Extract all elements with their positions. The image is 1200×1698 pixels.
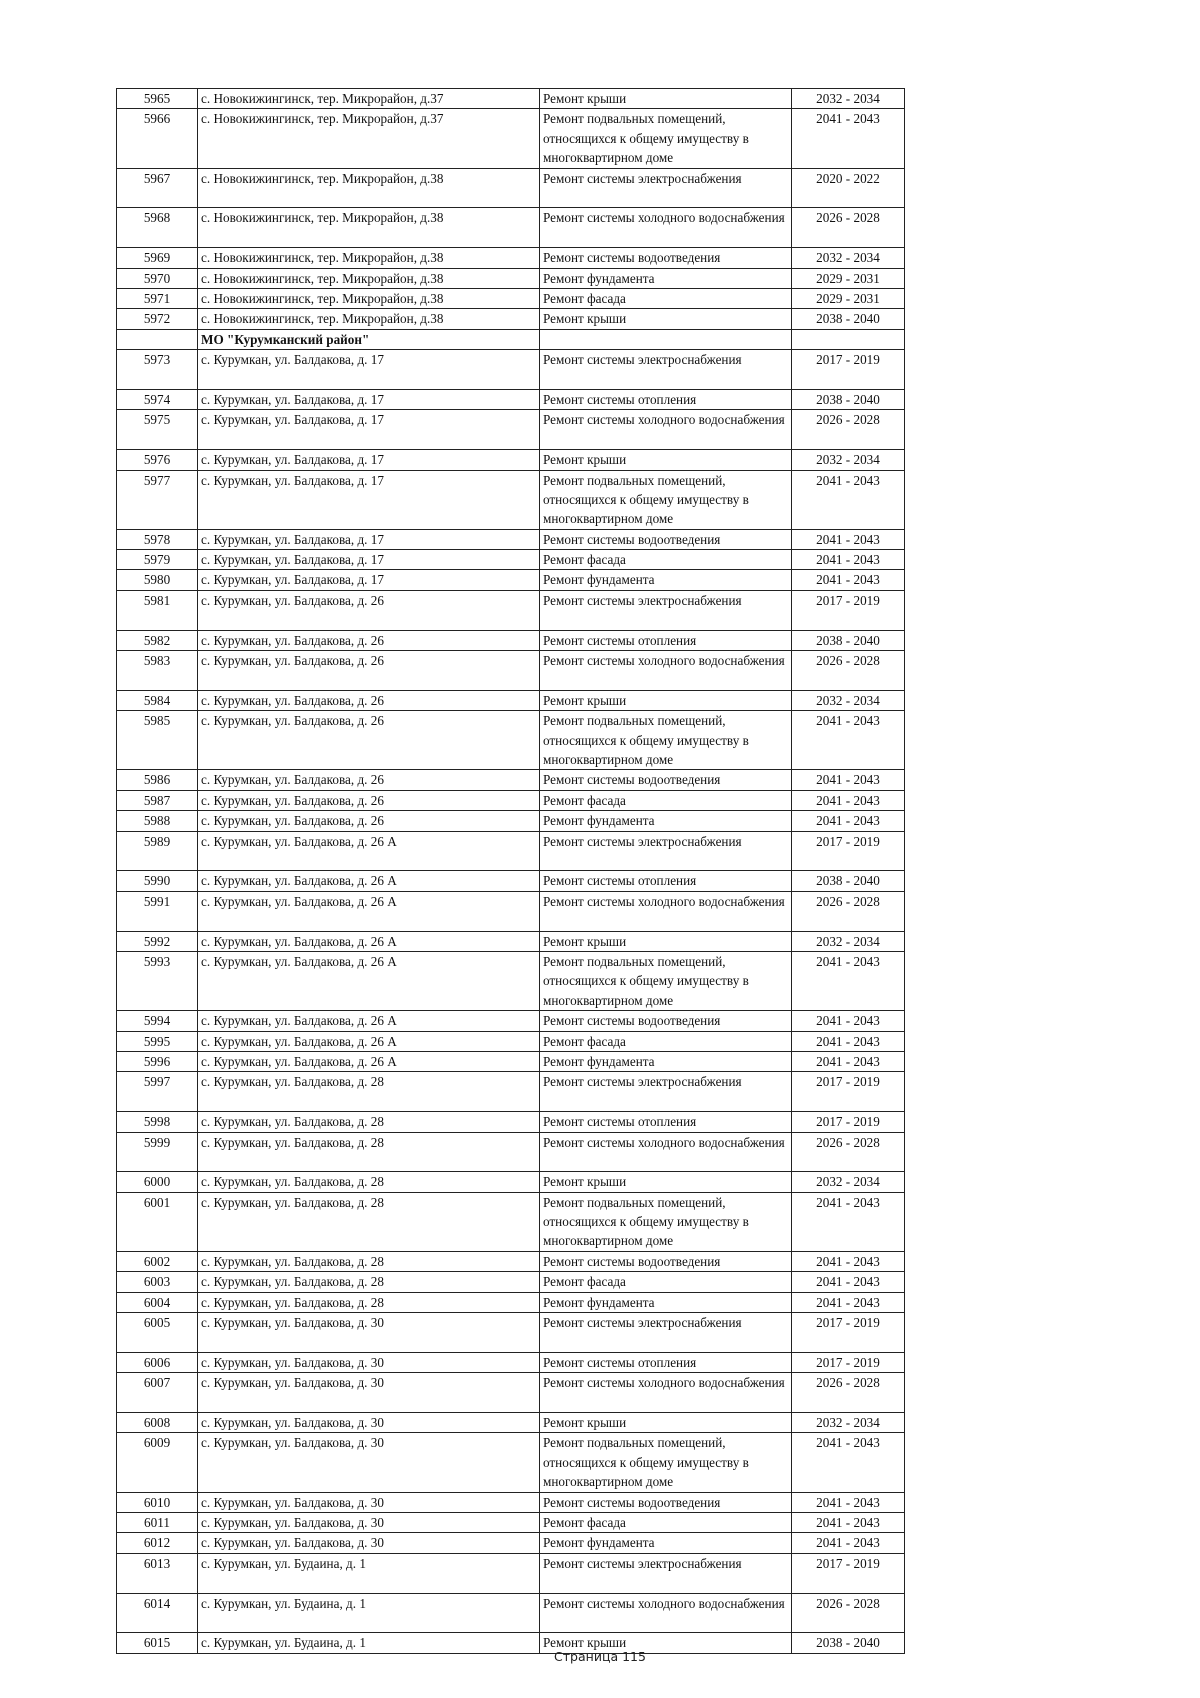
row-period: 2038 - 2040 — [792, 389, 905, 409]
row-work-type: Ремонт системы водоотведения — [540, 770, 792, 790]
row-address: с. Курумкан, ул. Балдакова, д. 17 — [198, 550, 540, 570]
row-address: с. Курумкан, ул. Балдакова, д. 28 — [198, 1272, 540, 1292]
row-address: с. Курумкан, ул. Будаина, д. 1 — [198, 1553, 540, 1593]
table-row — [117, 570, 905, 590]
row-work-type: Ремонт крыши — [540, 690, 792, 710]
table-row — [117, 1373, 905, 1413]
row-number: 5984 — [117, 690, 198, 710]
row-number: 6001 — [117, 1192, 198, 1251]
table-row — [117, 550, 905, 570]
row-number: 6002 — [117, 1251, 198, 1271]
row-address: с. Курумкан, ул. Балдакова, д. 30 — [198, 1513, 540, 1533]
row-address: с. Курумкан, ул. Балдакова, д. 17 — [198, 570, 540, 590]
row-number: 6012 — [117, 1533, 198, 1553]
row-work-type: Ремонт системы электроснабжения — [540, 831, 792, 871]
row-work-type: Ремонт системы холодного водоснабжения — [540, 1593, 792, 1633]
row-work-type: Ремонт системы водоотведения — [540, 529, 792, 549]
row-number: 5988 — [117, 811, 198, 831]
row-period: 2038 - 2040 — [792, 309, 905, 329]
row-work-type: Ремонт подвальных помещений, относящихся к общему имуществу в многоквартирном доме — [540, 1433, 792, 1492]
row-number: 6008 — [117, 1413, 198, 1433]
row-address: с. Курумкан, ул. Балдакова, д. 28 — [198, 1132, 540, 1172]
row-work-type: Ремонт фундамента — [540, 1533, 792, 1553]
row-number: 5979 — [117, 550, 198, 570]
table-row — [117, 1533, 905, 1553]
table-row — [117, 1132, 905, 1172]
table-row — [117, 288, 905, 308]
row-period: 2026 - 2028 — [792, 1593, 905, 1633]
table-row — [117, 168, 905, 208]
table-row — [117, 109, 905, 168]
row-address: с. Курумкан, ул. Балдакова, д. 28 — [198, 1251, 540, 1271]
row-address: с. Курумкан, ул. Балдакова, д. 30 — [198, 1413, 540, 1433]
row-number: 5977 — [117, 470, 198, 529]
row-work-type: Ремонт фасада — [540, 1513, 792, 1533]
table-row — [117, 1172, 905, 1192]
row-address: с. Новокижингинск, тер. Микрорайон, д.38 — [198, 168, 540, 208]
row-number: 5993 — [117, 951, 198, 1010]
table-row — [117, 89, 905, 109]
row-number: 5987 — [117, 790, 198, 810]
row-number: 5966 — [117, 109, 198, 168]
row-period: 2041 - 2043 — [792, 529, 905, 549]
row-address: с. Курумкан, ул. Балдакова, д. 28 — [198, 1112, 540, 1132]
row-address: с. Курумкан, ул. Балдакова, д. 26 А — [198, 931, 540, 951]
table-row — [117, 1192, 905, 1251]
row-period: 2041 - 2043 — [792, 1272, 905, 1292]
row-work-type: Ремонт системы электроснабжения — [540, 1313, 792, 1353]
row-number: 6015 — [117, 1633, 198, 1653]
row-period: 2041 - 2043 — [792, 1433, 905, 1492]
table-row — [117, 951, 905, 1010]
row-period: 2020 - 2022 — [792, 168, 905, 208]
row-address: с. Курумкан, ул. Балдакова, д. 30 — [198, 1433, 540, 1492]
row-number: 5967 — [117, 168, 198, 208]
row-period: 2041 - 2043 — [792, 1251, 905, 1271]
row-work-type: Ремонт системы водоотведения — [540, 1251, 792, 1271]
row-work-type: Ремонт системы холодного водоснабжения — [540, 1373, 792, 1413]
row-period: 2041 - 2043 — [792, 1031, 905, 1051]
row-number: 5995 — [117, 1031, 198, 1051]
row-number: 5990 — [117, 871, 198, 891]
row-period: 2017 - 2019 — [792, 1352, 905, 1372]
row-work-type: Ремонт подвальных помещений, относящихся к общему имуществу в многоквартирном доме — [540, 1192, 792, 1251]
row-address: с. Курумкан, ул. Балдакова, д. 26 — [198, 811, 540, 831]
row-number: 5985 — [117, 711, 198, 770]
row-number: 5991 — [117, 891, 198, 931]
row-work-type: Ремонт фундамента — [540, 1292, 792, 1312]
row-work-type: Ремонт фундамента — [540, 1051, 792, 1071]
row-work-type: Ремонт крыши — [540, 1172, 792, 1192]
row-number: 5989 — [117, 831, 198, 871]
row-work-type: Ремонт системы отопления — [540, 1352, 792, 1372]
row-period: 2026 - 2028 — [792, 1132, 905, 1172]
row-work-type: Ремонт фундамента — [540, 570, 792, 590]
row-number: 5992 — [117, 931, 198, 951]
row-address: с. Курумкан, ул. Балдакова, д. 26 — [198, 630, 540, 650]
row-period: 2017 - 2019 — [792, 1313, 905, 1353]
row-number: 5969 — [117, 248, 198, 268]
row-address: с. Курумкан, ул. Балдакова, д. 26 — [198, 651, 540, 691]
row-address: с. Курумкан, ул. Балдакова, д. 28 — [198, 1192, 540, 1251]
row-address: с. Курумкан, ул. Балдакова, д. 17 — [198, 450, 540, 470]
row-address: с. Новокижингинск, тер. Микрорайон, д.37 — [198, 109, 540, 168]
row-number: 5983 — [117, 651, 198, 691]
row-work-type: Ремонт подвальных помещений, относящихся к общему имуществу в многоквартирном доме — [540, 109, 792, 168]
row-address: с. Курумкан, ул. Балдакова, д. 28 — [198, 1292, 540, 1312]
row-work-type: Ремонт фасада — [540, 288, 792, 308]
row-work-type: Ремонт фундамента — [540, 811, 792, 831]
table-row — [117, 1031, 905, 1051]
row-address: с. Курумкан, ул. Балдакова, д. 30 — [198, 1313, 540, 1353]
row-address: с. Курумкан, ул. Балдакова, д. 26 А — [198, 891, 540, 931]
row-address: с. Курумкан, ул. Будаина, д. 1 — [198, 1633, 540, 1653]
table-row — [117, 1072, 905, 1112]
row-number: 5994 — [117, 1011, 198, 1031]
table-row — [117, 1292, 905, 1312]
table-row — [117, 770, 905, 790]
row-number: 6000 — [117, 1172, 198, 1192]
row-work-type: Ремонт фасада — [540, 1272, 792, 1292]
row-address: с. Новокижингинск, тер. Микрорайон, д.38 — [198, 208, 540, 248]
row-period: 2041 - 2043 — [792, 1492, 905, 1512]
row-address: с. Курумкан, ул. Балдакова, д. 26 — [198, 590, 540, 630]
row-address: с. Курумкан, ул. Балдакова, д. 26 А — [198, 951, 540, 1010]
table-row — [117, 1011, 905, 1031]
table-row — [117, 470, 905, 529]
row-number: 5978 — [117, 529, 198, 549]
row-period: 2032 - 2034 — [792, 248, 905, 268]
table-row — [117, 389, 905, 409]
row-period: 2041 - 2043 — [792, 1192, 905, 1251]
row-period: 2041 - 2043 — [792, 770, 905, 790]
table-row — [117, 1272, 905, 1292]
row-work-type — [540, 329, 792, 349]
row-work-type: Ремонт подвальных помещений, относящихся к общему имуществу в многоквартирном доме — [540, 470, 792, 529]
row-period — [792, 329, 905, 349]
row-work-type: Ремонт фасада — [540, 1031, 792, 1051]
row-period: 2026 - 2028 — [792, 410, 905, 450]
row-period: 2026 - 2028 — [792, 891, 905, 931]
row-work-type: Ремонт системы отопления — [540, 1112, 792, 1132]
row-address: с. Курумкан, ул. Будаина, д. 1 — [198, 1593, 540, 1633]
table-row — [117, 1513, 905, 1533]
row-period: 2041 - 2043 — [792, 570, 905, 590]
row-work-type: Ремонт системы холодного водоснабжения — [540, 651, 792, 691]
table-row — [117, 1251, 905, 1271]
repair-schedule-table — [116, 88, 905, 1654]
row-address: с. Курумкан, ул. Балдакова, д. 17 — [198, 529, 540, 549]
row-period: 2041 - 2043 — [792, 550, 905, 570]
row-period: 2032 - 2034 — [792, 1172, 905, 1192]
row-period: 2038 - 2040 — [792, 630, 905, 650]
row-number: 5971 — [117, 288, 198, 308]
row-period: 2017 - 2019 — [792, 590, 905, 630]
row-period: 2041 - 2043 — [792, 1533, 905, 1553]
row-address: с. Курумкан, ул. Балдакова, д. 30 — [198, 1492, 540, 1512]
row-number: 6009 — [117, 1433, 198, 1492]
row-number: 5965 — [117, 89, 198, 109]
row-work-type: Ремонт системы холодного водоснабжения — [540, 208, 792, 248]
row-number: 5974 — [117, 389, 198, 409]
table-row — [117, 891, 905, 931]
row-work-type: Ремонт системы электроснабжения — [540, 1553, 792, 1593]
table-row — [117, 831, 905, 871]
row-number: 6007 — [117, 1373, 198, 1413]
table-row — [117, 1051, 905, 1071]
row-period: 2017 - 2019 — [792, 350, 905, 390]
row-address: с. Новокижингинск, тер. Микрорайон, д.38 — [198, 309, 540, 329]
table-row — [117, 350, 905, 390]
row-work-type: Ремонт крыши — [540, 1413, 792, 1433]
row-address: с. Курумкан, ул. Балдакова, д. 30 — [198, 1352, 540, 1372]
row-work-type: Ремонт системы отопления — [540, 871, 792, 891]
row-address: с. Курумкан, ул. Балдакова, д. 28 — [198, 1072, 540, 1112]
table-row — [117, 1433, 905, 1492]
row-period: 2017 - 2019 — [792, 1553, 905, 1593]
row-address: с. Курумкан, ул. Балдакова, д. 17 — [198, 389, 540, 409]
row-number: 5996 — [117, 1051, 198, 1071]
table-row — [117, 450, 905, 470]
table-row — [117, 309, 905, 329]
table-row — [117, 690, 905, 710]
row-work-type: Ремонт системы электроснабжения — [540, 1072, 792, 1112]
row-period: 2041 - 2043 — [792, 711, 905, 770]
row-number: 5973 — [117, 350, 198, 390]
row-work-type: Ремонт подвальных помещений, относящихся к общему имуществу в многоквартирном доме — [540, 711, 792, 770]
row-address: с. Курумкан, ул. Балдакова, д. 26 А — [198, 1011, 540, 1031]
row-period: 2038 - 2040 — [792, 871, 905, 891]
row-period: 2041 - 2043 — [792, 1513, 905, 1533]
row-address: с. Новокижингинск, тер. Микрорайон, д.37 — [198, 89, 540, 109]
section-header-row — [117, 329, 905, 349]
row-work-type: Ремонт системы отопления — [540, 389, 792, 409]
table-row — [117, 208, 905, 248]
row-period: 2029 - 2031 — [792, 268, 905, 288]
row-work-type: Ремонт крыши — [540, 1633, 792, 1653]
row-address: с. Курумкан, ул. Балдакова, д. 26 А — [198, 1051, 540, 1071]
table-row — [117, 931, 905, 951]
row-period: 2041 - 2043 — [792, 790, 905, 810]
row-period: 2038 - 2040 — [792, 1633, 905, 1653]
row-work-type: Ремонт системы электроснабжения — [540, 590, 792, 630]
table-row — [117, 790, 905, 810]
section-title: МО "Курумканский район" — [198, 329, 540, 349]
row-number: 5986 — [117, 770, 198, 790]
row-address: с. Новокижингинск, тер. Микрорайон, д.38 — [198, 248, 540, 268]
table-row — [117, 630, 905, 650]
row-work-type: Ремонт подвальных помещений, относящихся к общему имуществу в многоквартирном доме — [540, 951, 792, 1010]
row-period: 2029 - 2031 — [792, 288, 905, 308]
row-number: 6004 — [117, 1292, 198, 1312]
row-address: с. Курумкан, ул. Балдакова, д. 17 — [198, 410, 540, 450]
row-number: 5982 — [117, 630, 198, 650]
row-address: с. Курумкан, ул. Балдакова, д. 17 — [198, 350, 540, 390]
table-row — [117, 1313, 905, 1353]
row-work-type: Ремонт фасада — [540, 790, 792, 810]
row-work-type: Ремонт системы холодного водоснабжения — [540, 410, 792, 450]
table-row — [117, 1593, 905, 1633]
row-period: 2041 - 2043 — [792, 1292, 905, 1312]
row-period: 2041 - 2043 — [792, 109, 905, 168]
row-period: 2017 - 2019 — [792, 1112, 905, 1132]
row-address: с. Курумкан, ул. Балдакова, д. 26 — [198, 690, 540, 710]
row-number: 6013 — [117, 1553, 198, 1593]
row-address: с. Курумкан, ул. Балдакова, д. 30 — [198, 1373, 540, 1413]
row-number: 6005 — [117, 1313, 198, 1353]
row-period: 2017 - 2019 — [792, 831, 905, 871]
row-number: 6006 — [117, 1352, 198, 1372]
row-number: 5997 — [117, 1072, 198, 1112]
row-number: 5981 — [117, 590, 198, 630]
table-row — [117, 1492, 905, 1512]
row-work-type: Ремонт фасада — [540, 550, 792, 570]
row-address: с. Курумкан, ул. Балдакова, д. 26 А — [198, 871, 540, 891]
table-row — [117, 871, 905, 891]
row-number: 6010 — [117, 1492, 198, 1512]
row-period: 2041 - 2043 — [792, 1051, 905, 1071]
table-row — [117, 651, 905, 691]
row-address: с. Курумкан, ул. Балдакова, д. 26 — [198, 711, 540, 770]
row-work-type: Ремонт системы водоотведения — [540, 248, 792, 268]
row-address: с. Курумкан, ул. Балдакова, д. 26 А — [198, 1031, 540, 1051]
row-address: с. Новокижингинск, тер. Микрорайон, д.38 — [198, 268, 540, 288]
row-period: 2041 - 2043 — [792, 951, 905, 1010]
table-row — [117, 811, 905, 831]
row-work-type: Ремонт системы электроснабжения — [540, 350, 792, 390]
row-number: 5972 — [117, 309, 198, 329]
row-work-type: Ремонт системы холодного водоснабжения — [540, 891, 792, 931]
table-row — [117, 410, 905, 450]
table-row — [117, 590, 905, 630]
row-period: 2032 - 2034 — [792, 89, 905, 109]
row-work-type: Ремонт системы отопления — [540, 630, 792, 650]
row-work-type: Ремонт системы водоотведения — [540, 1011, 792, 1031]
table-row — [117, 1112, 905, 1132]
row-period: 2026 - 2028 — [792, 208, 905, 248]
row-address: с. Курумкан, ул. Балдакова, д. 26 А — [198, 831, 540, 871]
row-period: 2017 - 2019 — [792, 1072, 905, 1112]
table-row — [117, 268, 905, 288]
table-row — [117, 248, 905, 268]
row-number: 6003 — [117, 1272, 198, 1292]
row-number: 5999 — [117, 1132, 198, 1172]
table-row — [117, 711, 905, 770]
row-address: с. Новокижингинск, тер. Микрорайон, д.38 — [198, 288, 540, 308]
row-period: 2041 - 2043 — [792, 470, 905, 529]
row-work-type: Ремонт крыши — [540, 450, 792, 470]
row-number: 6011 — [117, 1513, 198, 1533]
row-address: с. Курумкан, ул. Балдакова, д. 17 — [198, 470, 540, 529]
table-row — [117, 1553, 905, 1593]
row-period: 2041 - 2043 — [792, 811, 905, 831]
row-period: 2026 - 2028 — [792, 651, 905, 691]
row-number: 5976 — [117, 450, 198, 470]
row-number: 6014 — [117, 1593, 198, 1633]
row-number: 5975 — [117, 410, 198, 450]
page-number: Страница 115 — [554, 1649, 646, 1664]
row-period: 2026 - 2028 — [792, 1373, 905, 1413]
row-work-type: Ремонт системы холодного водоснабжения — [540, 1132, 792, 1172]
row-period: 2032 - 2034 — [792, 1413, 905, 1433]
row-address: с. Курумкан, ул. Балдакова, д. 28 — [198, 1172, 540, 1192]
row-work-type: Ремонт крыши — [540, 309, 792, 329]
row-period: 2032 - 2034 — [792, 450, 905, 470]
row-work-type: Ремонт крыши — [540, 931, 792, 951]
table-row — [117, 1352, 905, 1372]
row-number: 5970 — [117, 268, 198, 288]
row-number: 5980 — [117, 570, 198, 590]
row-address: с. Курумкан, ул. Балдакова, д. 30 — [198, 1533, 540, 1553]
row-number: 5968 — [117, 208, 198, 248]
row-work-type: Ремонт фундамента — [540, 268, 792, 288]
table-body — [117, 89, 905, 1654]
row-address: с. Курумкан, ул. Балдакова, д. 26 — [198, 790, 540, 810]
row-work-type: Ремонт крыши — [540, 89, 792, 109]
row-period: 2041 - 2043 — [792, 1011, 905, 1031]
row-work-type: Ремонт системы водоотведения — [540, 1492, 792, 1512]
row-number — [117, 329, 198, 349]
row-period: 2032 - 2034 — [792, 931, 905, 951]
table-row — [117, 1413, 905, 1433]
row-period: 2032 - 2034 — [792, 690, 905, 710]
table-row — [117, 529, 905, 549]
row-address: с. Курумкан, ул. Балдакова, д. 26 — [198, 770, 540, 790]
row-number: 5998 — [117, 1112, 198, 1132]
row-work-type: Ремонт системы электроснабжения — [540, 168, 792, 208]
